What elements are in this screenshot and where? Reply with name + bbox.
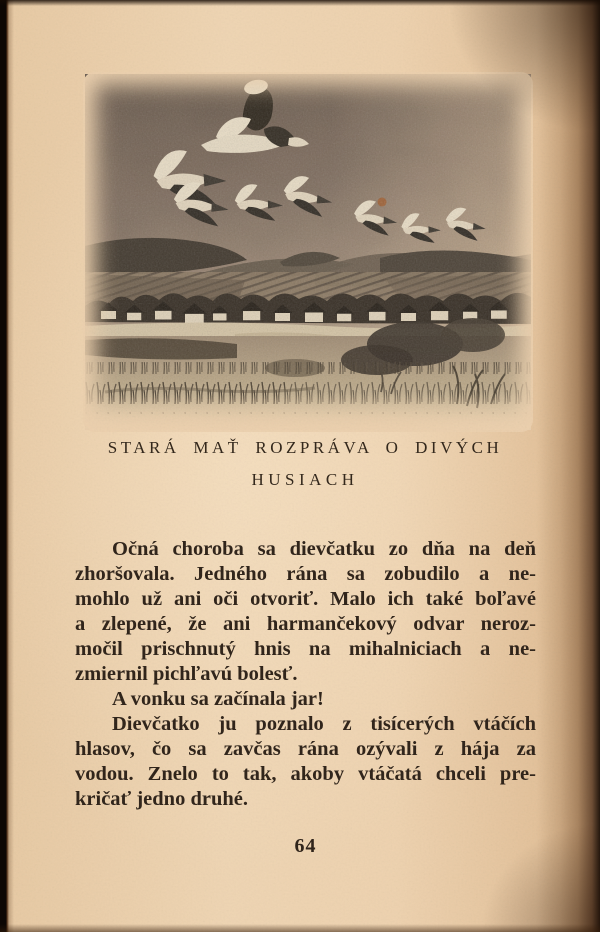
geese-illustration-svg [85, 74, 531, 430]
page-edge-bottom-shadow [0, 924, 600, 932]
chapter-title-line-2: HUSIACH [251, 470, 359, 489]
page-edge-right-shadow [536, 0, 600, 932]
body-line: hlasov, čo sa zavčas rána ozývali z hája za [75, 738, 536, 760]
body-line: Očná choroba sa dievčatku zo dňa na deň [112, 538, 536, 560]
page-edge-left-binding [0, 0, 14, 932]
body-line: vodou. Znelo to tak, akoby vtáčatá chceli pre- [75, 763, 536, 785]
body-line: A vonku sa začínala jar! [112, 688, 324, 710]
body-line: močil prischnutý hnis na mihalniciach a ne- [75, 638, 536, 660]
page-edge-top-shadow [0, 0, 600, 6]
page-number: 64 [294, 835, 317, 857]
body-line: zmiernil pichľavú bolesť. [75, 663, 298, 685]
geese-illustration [85, 74, 531, 430]
body-text [75, 537, 536, 812]
body-line: kričať jedno druhé. [75, 788, 248, 810]
body-line: a zlepené, že ani harmančekový odvar neroz- [75, 613, 536, 635]
body-line: Dievčatko ju poznalo z tisícerých vtáčích [112, 713, 536, 735]
chapter-title-line-1: STARÁ MAŤ ROZPRÁVA O DIVÝCH [107, 438, 503, 457]
body-line: mohlo už ani oči otvoriť. Malo ich také boľavé [75, 588, 536, 610]
body-line: zhoršovala. Jedného rána sa zobudilo a ne- [75, 563, 536, 585]
